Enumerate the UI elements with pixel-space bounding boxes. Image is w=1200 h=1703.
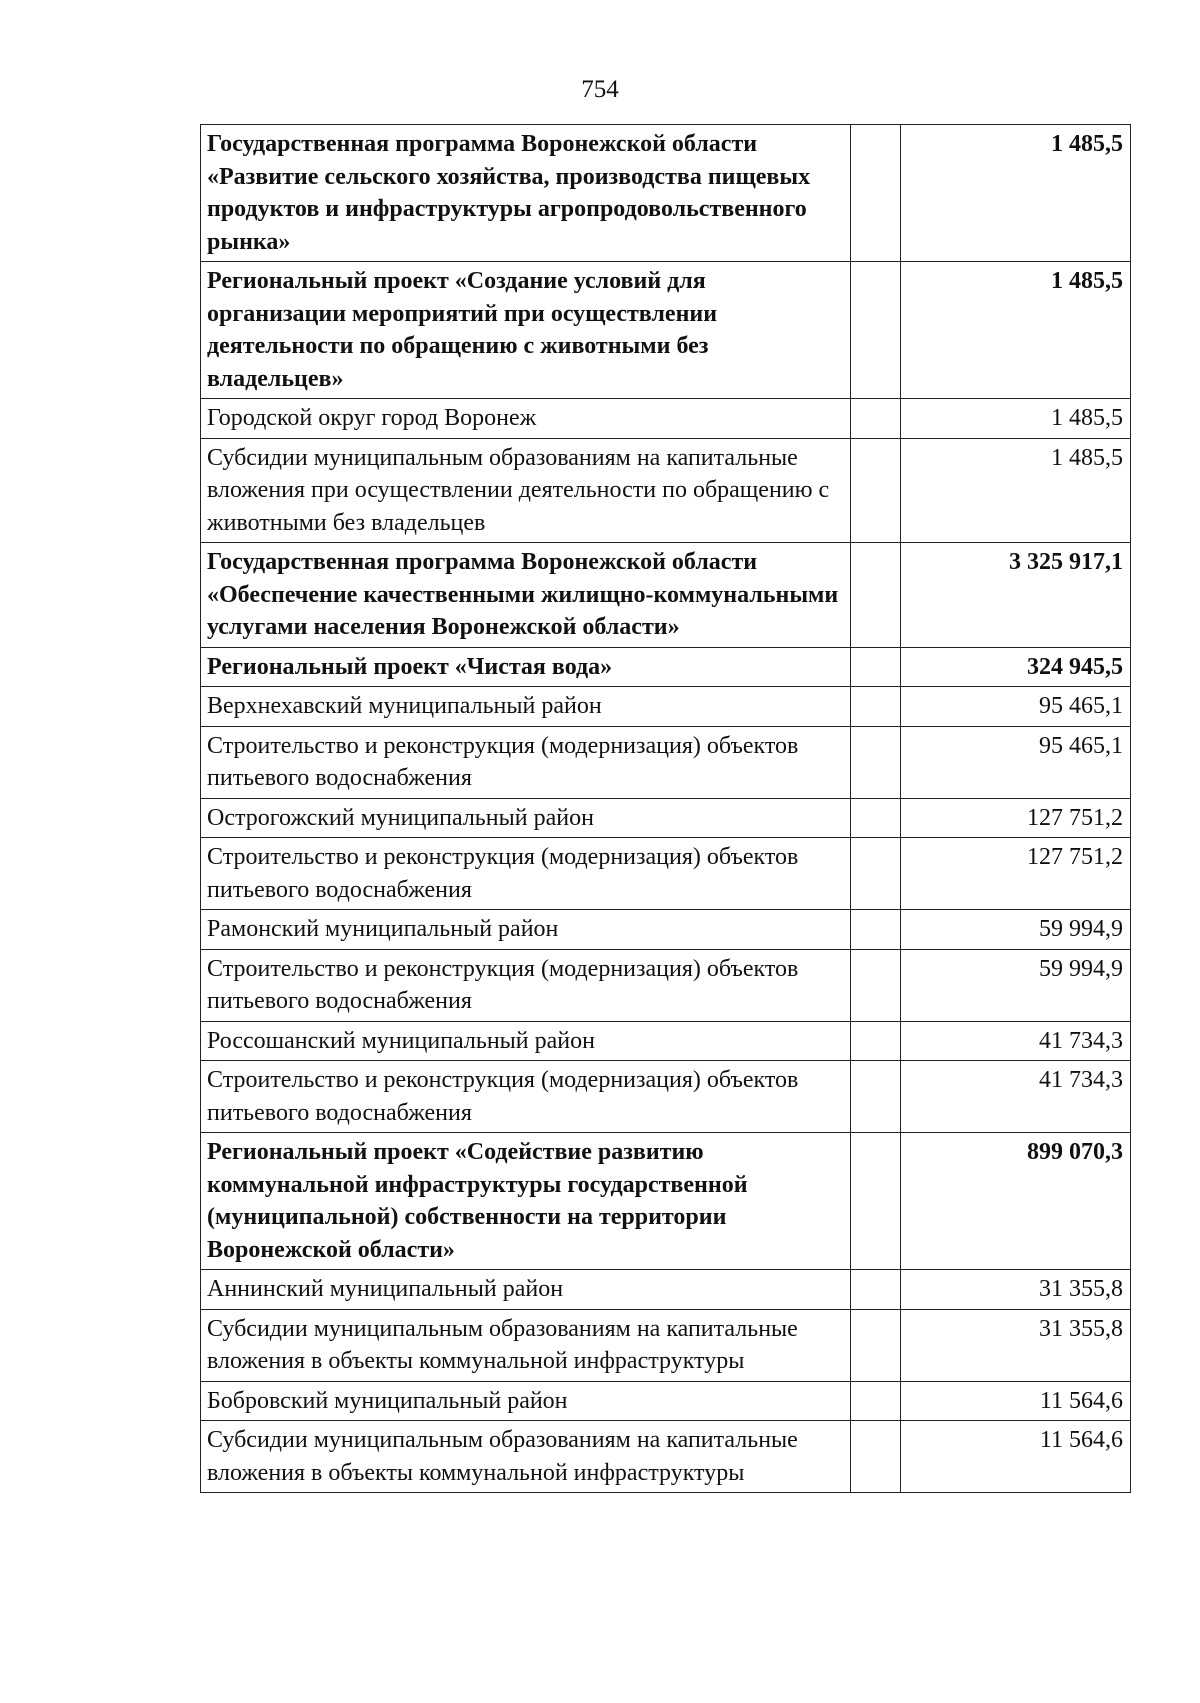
- empty-cell: [851, 798, 901, 838]
- table-row: [201, 543, 1131, 648]
- row-name: Строительство и реконструкция (модернизация) объектов питьевого водоснабжения: [201, 949, 851, 1021]
- empty-cell: [851, 687, 901, 727]
- row-name: Региональный проект «Содействие развитию коммунальной инфраструктуры государственной (муниципальной) собственности на территории Воронежской области»: [201, 1133, 851, 1270]
- row-name: Региональный проект «Чистая вода»: [201, 647, 851, 687]
- row-value: 1 485,5: [901, 125, 1131, 262]
- row-name: Строительство и реконструкция (модернизация) объектов питьевого водоснабжения: [201, 1061, 851, 1133]
- row-value: 899 070,3: [901, 1133, 1131, 1270]
- row-name: Верхнехавский муниципальный район: [201, 687, 851, 727]
- row-value: 11 564,6: [901, 1381, 1131, 1421]
- row-value: 59 994,9: [901, 949, 1131, 1021]
- row-value: 3 325 917,1: [901, 543, 1131, 648]
- row-value: 41 734,3: [901, 1061, 1131, 1133]
- page-number: 754: [581, 76, 619, 103]
- row-name: Субсидии муниципальным образованиям на капитальные вложения при осуществлении деятельности по обращению с животными без владельцев: [201, 438, 851, 543]
- empty-cell: [851, 1061, 901, 1133]
- table-row: [201, 1381, 1131, 1421]
- row-name: Строительство и реконструкция (модернизация) объектов питьевого водоснабжения: [201, 726, 851, 798]
- row-value: 11 564,6: [901, 1421, 1131, 1493]
- empty-cell: [851, 1021, 901, 1061]
- table-row: [201, 726, 1131, 798]
- row-value: 59 994,9: [901, 910, 1131, 950]
- empty-cell: [851, 910, 901, 950]
- row-name: Острогожский муниципальный район: [201, 798, 851, 838]
- table-row: [201, 1061, 1131, 1133]
- table-body: [201, 125, 1131, 1493]
- row-name: Городской округ город Воронеж: [201, 399, 851, 439]
- empty-cell: [851, 1381, 901, 1421]
- empty-cell: [851, 399, 901, 439]
- row-value: 31 355,8: [901, 1270, 1131, 1310]
- empty-cell: [851, 1421, 901, 1493]
- empty-cell: [851, 438, 901, 543]
- empty-cell: [851, 949, 901, 1021]
- row-value: 31 355,8: [901, 1309, 1131, 1381]
- row-value: 41 734,3: [901, 1021, 1131, 1061]
- empty-cell: [851, 838, 901, 910]
- table-row: [201, 1133, 1131, 1270]
- empty-cell: [851, 1309, 901, 1381]
- table-row: [201, 949, 1131, 1021]
- table-row: [201, 910, 1131, 950]
- row-value: 127 751,2: [901, 798, 1131, 838]
- row-name: Субсидии муниципальным образованиям на капитальные вложения в объекты коммунальной инфраструктуры: [201, 1421, 851, 1493]
- table-row: [201, 1270, 1131, 1310]
- row-name: Строительство и реконструкция (модернизация) объектов питьевого водоснабжения: [201, 838, 851, 910]
- row-value: 95 465,1: [901, 687, 1131, 727]
- empty-cell: [851, 647, 901, 687]
- table-row: [201, 1421, 1131, 1493]
- row-name: Государственная программа Воронежской области «Развитие сельского хозяйства, производства пищевых продуктов и инфраструктуры агропродовольственного рынка»: [201, 125, 851, 262]
- empty-cell: [851, 262, 901, 399]
- row-value: 95 465,1: [901, 726, 1131, 798]
- row-name: Рамонский муниципальный район: [201, 910, 851, 950]
- empty-cell: [851, 1133, 901, 1270]
- row-value: 127 751,2: [901, 838, 1131, 910]
- table-row: [201, 687, 1131, 727]
- row-name: Субсидии муниципальным образованиям на капитальные вложения в объекты коммунальной инфраструктуры: [201, 1309, 851, 1381]
- row-value: 1 485,5: [901, 262, 1131, 399]
- table-row: [201, 125, 1131, 262]
- empty-cell: [851, 1270, 901, 1310]
- budget-table: [200, 124, 1131, 1493]
- row-name: Россошанский муниципальный район: [201, 1021, 851, 1061]
- table-row: [201, 262, 1131, 399]
- row-value: 1 485,5: [901, 438, 1131, 543]
- empty-cell: [851, 726, 901, 798]
- row-name: Бобровский муниципальный район: [201, 1381, 851, 1421]
- row-name: Аннинский муниципальный район: [201, 1270, 851, 1310]
- row-value: 324 945,5: [901, 647, 1131, 687]
- table-row: [201, 1309, 1131, 1381]
- empty-cell: [851, 543, 901, 648]
- row-name: Государственная программа Воронежской области «Обеспечение качественными жилищно-коммунальными услугами населения Воронежской области»: [201, 543, 851, 648]
- table-row: [201, 399, 1131, 439]
- empty-cell: [851, 125, 901, 262]
- table-row: [201, 647, 1131, 687]
- row-name: Региональный проект «Создание условий для организации мероприятий при осуществлении деятельности по обращению с животными без владельцев»: [201, 262, 851, 399]
- row-value: 1 485,5: [901, 399, 1131, 439]
- table-row: [201, 798, 1131, 838]
- table-row: [201, 438, 1131, 543]
- table-row: [201, 1021, 1131, 1061]
- table-row: [201, 838, 1131, 910]
